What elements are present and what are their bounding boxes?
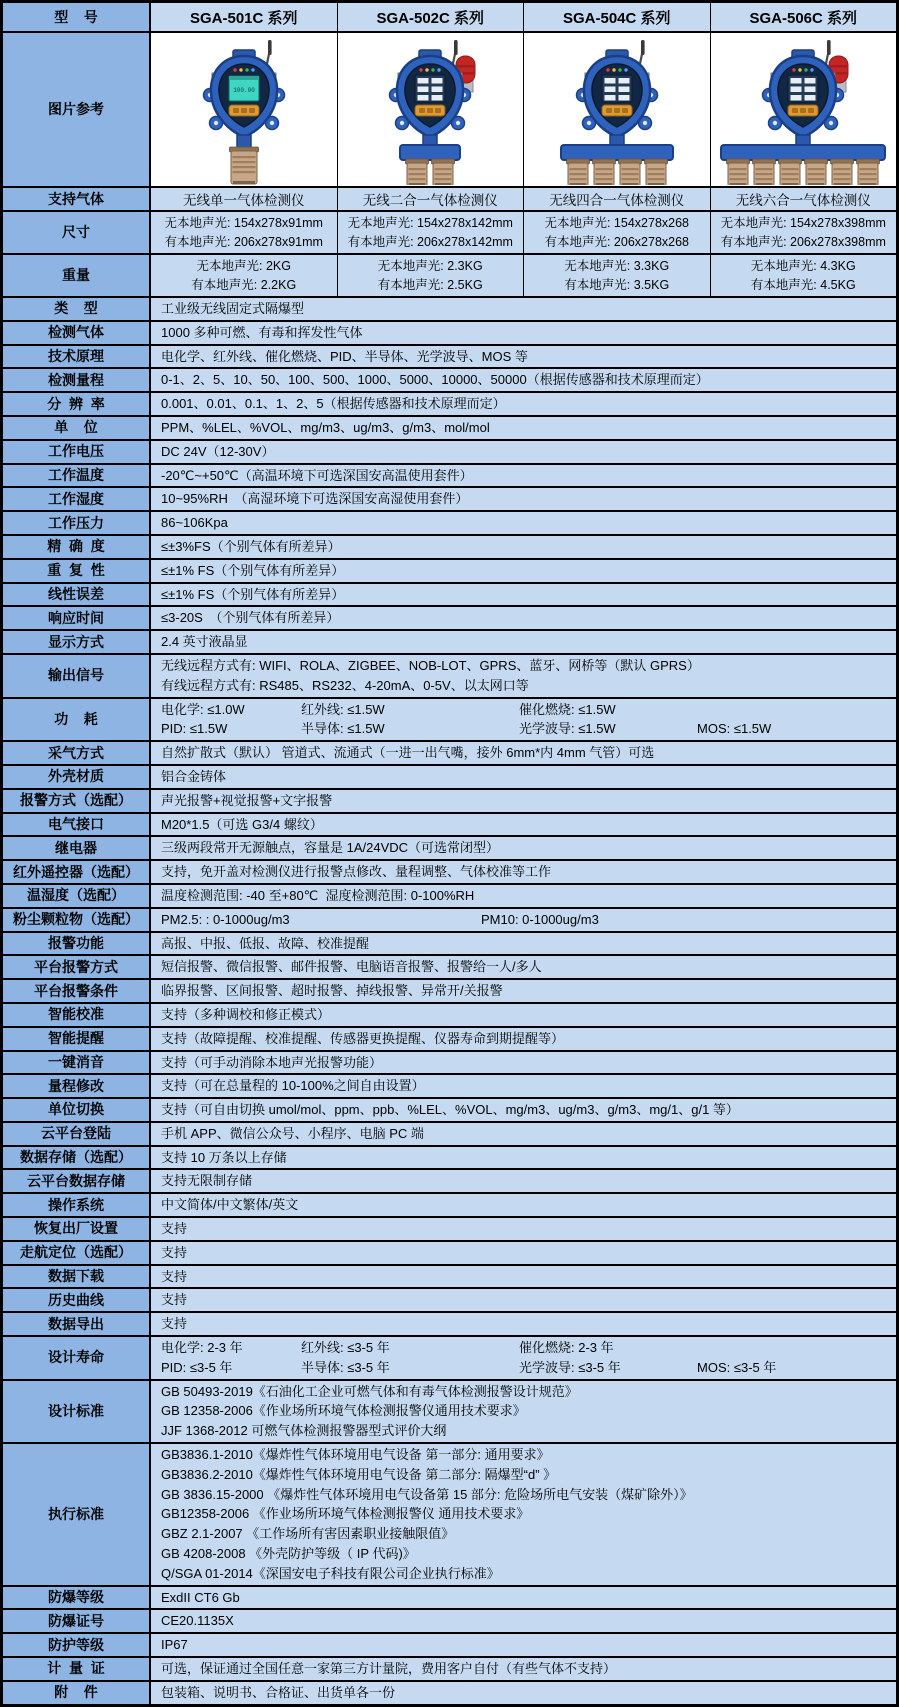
size-line: 有本地声光: 206x278x142mm bbox=[347, 234, 513, 249]
weight-line: 无本地声光: 3.3KG bbox=[564, 258, 670, 273]
spec-row-value bbox=[151, 298, 896, 320]
spec-value-line: ≤±1% FS（个别气体有所差异） bbox=[161, 562, 345, 578]
spec-value-line bbox=[161, 700, 886, 720]
spec-row bbox=[3, 837, 896, 861]
spec-row bbox=[3, 488, 896, 512]
spec-row bbox=[3, 909, 896, 933]
spec-row-value bbox=[151, 1634, 896, 1656]
spec-row bbox=[3, 1634, 896, 1658]
model-name-sga-501c: SGA-501C 系列 bbox=[151, 3, 338, 31]
product-image-row bbox=[3, 33, 896, 188]
spec-row bbox=[3, 1218, 896, 1242]
spec-value-line: 支持 bbox=[161, 1292, 188, 1308]
spec-value-line bbox=[161, 1338, 886, 1358]
spec-value-line: GB 3836.15-2000 《爆炸性气体环境用电气设备第 15 部分: 危险场所电气安装（煤矿除外）》 bbox=[161, 1486, 693, 1502]
model-name-sga-504c: SGA-504C 系列 bbox=[524, 3, 711, 31]
spec-row-label: 单位切换 bbox=[3, 1099, 151, 1121]
spec-row bbox=[3, 933, 896, 957]
weight-row bbox=[3, 255, 896, 298]
spec-row-label: 继电器 bbox=[3, 837, 151, 859]
spec-row-label: 走航定位（选配） bbox=[3, 1242, 151, 1264]
spec-row-value bbox=[151, 1052, 896, 1074]
spec-row bbox=[3, 742, 896, 766]
spec-row-value bbox=[151, 1266, 896, 1288]
spec-value-line: 有线远程方式有: RS485、RS232、4-20mA、0-5V、以太网口等 bbox=[161, 677, 529, 693]
spec-value-line: 温度检测范围: -40 至+80℃ 湿度检测范围: 0-100%RH bbox=[161, 887, 475, 903]
spec-row-value bbox=[151, 956, 896, 978]
gas-type-cell: 无线四合一气体检测仪 bbox=[524, 188, 711, 210]
spec-value-line: 支持 10 万条以上存储 bbox=[161, 1149, 287, 1165]
spec-row-label: 一键消音 bbox=[3, 1052, 151, 1074]
spec-row bbox=[3, 560, 896, 584]
spec-row-value bbox=[151, 441, 896, 463]
spec-value-line: ExdII CT6 Gb bbox=[161, 1589, 240, 1605]
weight-line: 有本地声光: 2.5KG bbox=[377, 277, 483, 292]
spec-row-label: 防爆等级 bbox=[3, 1587, 151, 1609]
spec-value-line: 支持 bbox=[161, 1244, 188, 1260]
spec-row-value bbox=[151, 1313, 896, 1335]
spec-row-label: 温湿度（选配） bbox=[3, 885, 151, 907]
spec-row-value bbox=[151, 322, 896, 344]
spec-row bbox=[3, 512, 896, 536]
spec-value-line: ≤±3%FS（个别气体有所差异） bbox=[161, 538, 341, 554]
spec-row-value bbox=[151, 814, 896, 836]
spec-value-line: ≤±1% FS（个别气体有所差异） bbox=[161, 586, 345, 602]
spec-row-value bbox=[151, 1658, 896, 1680]
spec-value-line: GB 12358-2006《作业场所环境气体检测报警仪通用技术要求》 bbox=[161, 1403, 526, 1419]
size-line: 无本地声光: 154x278x142mm bbox=[347, 215, 513, 230]
spec-row bbox=[3, 699, 896, 743]
weight-line: 有本地声光: 2.2KG bbox=[191, 277, 297, 292]
size-row bbox=[3, 212, 896, 255]
spec-value-line: CE20.1135X bbox=[161, 1613, 234, 1629]
spec-value-line: 电化学、红外线、催化燃烧、PID、半导体、光学波导、MOS 等 bbox=[161, 348, 528, 364]
spec-row-label: 数据下载 bbox=[3, 1266, 151, 1288]
spec-row-value bbox=[151, 837, 896, 859]
size-line: 有本地声光: 206x278x398mm bbox=[720, 234, 886, 249]
spec-value-line: DC 24V（12-30V） bbox=[161, 443, 275, 459]
spec-row-value bbox=[151, 766, 896, 788]
spec-value-line: 包装箱、说明书、合格证、出货单各一份 bbox=[161, 1684, 396, 1700]
spec-value-line: 支持（可手动消除本地声光报警功能） bbox=[161, 1054, 383, 1070]
weight-line: 有本地声光: 3.5KG bbox=[564, 277, 670, 292]
spec-row-value bbox=[151, 790, 896, 812]
spec-row bbox=[3, 1052, 896, 1076]
spec-row-value bbox=[151, 1028, 896, 1050]
spec-row-label: 操作系统 bbox=[3, 1194, 151, 1216]
gas-detector-illustration bbox=[150, 35, 338, 185]
spec-row-value bbox=[151, 1123, 896, 1145]
spec-value-line: GB3836.1-2010《爆炸性气体环境用电气设备 第一部分: 通用要求》 bbox=[161, 1447, 550, 1463]
product-image-sga-502c bbox=[338, 33, 525, 186]
size-cell bbox=[524, 212, 711, 253]
spec-row bbox=[3, 631, 896, 655]
spec-row-label: 云平台数据存储 bbox=[3, 1170, 151, 1192]
image-row-label: 图片参考 bbox=[3, 33, 151, 186]
spec-row bbox=[3, 1170, 896, 1194]
spec-row-value bbox=[151, 465, 896, 487]
spec-row bbox=[3, 1242, 896, 1266]
spec-value-line: 0-1、2、5、10、50、100、500、1000、5000、10000、50000（根据传感器和技术原理而定） bbox=[161, 372, 709, 388]
spec-row-label: 智能提醒 bbox=[3, 1028, 151, 1050]
spec-row-label: 计 量 证 bbox=[3, 1658, 151, 1680]
model-header-label: 型 号 bbox=[3, 3, 151, 31]
spec-value-segment: 催化燃烧: 2-3 年 bbox=[519, 1340, 614, 1356]
spec-value-segment: MOS: ≤1.5W bbox=[697, 721, 772, 737]
spec-value-line: ≤3-20S （个别气体有所差异） bbox=[161, 610, 340, 626]
spec-row-value bbox=[151, 393, 896, 415]
size-cell bbox=[338, 212, 525, 253]
spec-row-label: 恢复出厂设置 bbox=[3, 1218, 151, 1240]
spec-row-label: 功 耗 bbox=[3, 699, 151, 741]
spec-row-value bbox=[151, 1004, 896, 1026]
spec-row-label: 平台报警条件 bbox=[3, 980, 151, 1002]
spec-value-line: 自然扩散式（默认） 管道式、流通式（一进一出气嘴，接外 6mm*内 4mm 气管）可选 bbox=[161, 745, 655, 761]
size-line: 无本地声光: 154x278x91mm bbox=[164, 215, 323, 230]
spec-row-label: 执行标准 bbox=[3, 1444, 151, 1585]
product-image-sga-506c bbox=[711, 33, 897, 186]
spec-row bbox=[3, 1194, 896, 1218]
spec-row-value bbox=[151, 1242, 896, 1264]
spec-value-segment: 半导体: ≤3-5 年 bbox=[301, 1359, 390, 1375]
spec-row bbox=[3, 1075, 896, 1099]
spec-value-line: 中文简体/中文繁体/英文 bbox=[161, 1197, 299, 1213]
spec-row bbox=[3, 655, 896, 699]
spec-row-label: 防护等级 bbox=[3, 1634, 151, 1656]
spec-row-value bbox=[151, 512, 896, 534]
spec-row bbox=[3, 1610, 896, 1634]
spec-value-segment: 电化学: ≤1.0W bbox=[161, 701, 245, 717]
spec-value-line: 支持无限制存储 bbox=[161, 1173, 253, 1189]
spec-value-line: 支持（可自由切换 umol/mol、ppm、ppb、%LEL、%VOL、mg/m3、ug/m3、g/m3、mg/1、g/1 等） bbox=[161, 1102, 739, 1118]
spec-row bbox=[3, 1682, 896, 1704]
spec-row-label: 报警功能 bbox=[3, 933, 151, 955]
spec-value-line: 铝合金铸体 bbox=[161, 768, 227, 784]
spec-value-segment: 红外线: ≤3-5 年 bbox=[301, 1340, 390, 1356]
weight-line: 无本地声光: 2.3KG bbox=[377, 258, 483, 273]
weight-cell bbox=[524, 255, 711, 296]
model-name-sga-506c: SGA-506C 系列 bbox=[711, 3, 897, 31]
spec-value-line: 2.4 英寸液晶显 bbox=[161, 634, 248, 650]
spec-value-line: 10~95%RH （高湿环境下可选深国安高湿使用套件） bbox=[161, 491, 469, 507]
spec-value-line: 可选，保证通过全国任意一家第三方计量院，费用客户自付（有些气体不支持） bbox=[161, 1661, 617, 1677]
spec-row-label: 检测气体 bbox=[3, 322, 151, 344]
spec-value-segment: MOS: ≤3-5 年 bbox=[697, 1359, 777, 1375]
spec-row-label: 平台报警方式 bbox=[3, 956, 151, 978]
spec-row-value bbox=[151, 933, 896, 955]
size-cell bbox=[711, 212, 897, 253]
spec-row-value bbox=[151, 1075, 896, 1097]
spec-row bbox=[3, 1313, 896, 1337]
spec-row-value bbox=[151, 1099, 896, 1121]
spec-value-segment: PM10: 0-1000ug/m3 bbox=[481, 911, 599, 927]
spec-row-label: 设计标准 bbox=[3, 1381, 151, 1442]
spec-row bbox=[3, 1266, 896, 1290]
spec-row-value bbox=[151, 980, 896, 1002]
spec-row-value bbox=[151, 909, 896, 931]
spec-row-value bbox=[151, 1337, 896, 1379]
spec-row bbox=[3, 346, 896, 370]
spec-row-value bbox=[151, 1381, 896, 1442]
spec-row bbox=[3, 814, 896, 838]
spec-value-line: 高报、中报、低报、故障、校准提醒 bbox=[161, 935, 370, 951]
supported-gas-row bbox=[3, 188, 896, 212]
spec-value-line: GB 4208-2008 《外壳防护等级（ IP 代码)》 bbox=[161, 1546, 416, 1562]
spec-row-label: 类 型 bbox=[3, 298, 151, 320]
spec-row bbox=[3, 584, 896, 608]
spec-row-value bbox=[151, 699, 896, 741]
spec-row bbox=[3, 1147, 896, 1171]
spec-value-line: 手机 APP、微信公众号、小程序、电脑 PC 端 bbox=[161, 1125, 424, 1141]
spec-row bbox=[3, 1028, 896, 1052]
weight-line: 无本地声光: 4.3KG bbox=[750, 258, 856, 273]
spec-row bbox=[3, 417, 896, 441]
spec-value-line: 工业级无线固定式隔爆型 bbox=[161, 301, 305, 316]
spec-row bbox=[3, 1444, 896, 1587]
spec-row-label: 检测量程 bbox=[3, 369, 151, 391]
spec-row-label: 附 件 bbox=[3, 1682, 151, 1704]
spec-row bbox=[3, 465, 896, 489]
spec-row bbox=[3, 1289, 896, 1313]
weight-cell bbox=[151, 255, 338, 296]
spec-row-label: 采气方式 bbox=[3, 742, 151, 764]
spec-row-label: 红外遥控器（选配） bbox=[3, 861, 151, 883]
spec-value-line: GB3836.2-2010《爆炸性气体环境用电气设备 第二部分: 隔爆型“d” 》 bbox=[161, 1466, 557, 1482]
spec-row-value bbox=[151, 369, 896, 391]
spec-row-label: 线性误差 bbox=[3, 584, 151, 606]
size-line: 有本地声光: 206x278x268 bbox=[544, 234, 689, 249]
spec-row-label: 历史曲线 bbox=[3, 1289, 151, 1311]
spec-value-line: 临界报警、区间报警、超时报警、掉线报警、异常开/关报警 bbox=[161, 983, 503, 999]
spec-value-line: -20℃~+50℃（高温环境下可选深国安高温使用套件） bbox=[161, 467, 473, 483]
spec-row-value bbox=[151, 631, 896, 653]
spec-value-line: 三级两段常开无源触点，容量是 1A/24VDC（可选常闭型） bbox=[161, 840, 500, 856]
spec-row-label: 防爆证号 bbox=[3, 1610, 151, 1632]
spec-value-segment: 半导体: ≤1.5W bbox=[301, 721, 385, 737]
spec-row-value bbox=[151, 742, 896, 764]
spec-row-label: 技术原理 bbox=[3, 346, 151, 368]
spec-value-line bbox=[161, 719, 886, 739]
spec-row bbox=[3, 298, 896, 322]
weight-row-label: 重量 bbox=[3, 255, 151, 296]
weight-line: 无本地声光: 2KG bbox=[196, 258, 291, 273]
product-image-sga-504c bbox=[524, 33, 711, 186]
spec-value-line: 支持（多种调校和修正模式） bbox=[161, 1006, 331, 1022]
size-line: 有本地声光: 206x278x91mm bbox=[164, 234, 323, 249]
gas-detector-illustration bbox=[709, 35, 896, 185]
spec-row bbox=[3, 1337, 896, 1381]
spec-row-value bbox=[151, 607, 896, 629]
spec-row-value bbox=[151, 488, 896, 510]
spec-row bbox=[3, 369, 896, 393]
size-cell bbox=[151, 212, 338, 253]
spec-value-segment: 光学波导: ≤1.5W bbox=[519, 721, 616, 737]
spec-row bbox=[3, 1099, 896, 1123]
spec-value-line bbox=[161, 1358, 886, 1378]
gas-type-cell: 无线二合一气体检测仪 bbox=[338, 188, 525, 210]
spec-row-value bbox=[151, 1170, 896, 1192]
spec-value-line: 支持（故障提醒、校准提醒、传感器更换提醒、仪器寿命到期提醒等） bbox=[161, 1030, 565, 1046]
spec-row bbox=[3, 861, 896, 885]
spec-row bbox=[3, 441, 896, 465]
spec-row bbox=[3, 766, 896, 790]
spec-row bbox=[3, 322, 896, 346]
spec-row bbox=[3, 1004, 896, 1028]
product-image-sga-501c bbox=[151, 33, 338, 186]
spec-row bbox=[3, 956, 896, 980]
spec-value-line: Q/SGA 01-2014《深国安电子科技有限公司企业执行标准》 bbox=[161, 1565, 500, 1581]
spec-row-value bbox=[151, 1587, 896, 1609]
spec-row-label: 粉尘颗粒物（选配） bbox=[3, 909, 151, 931]
spec-value-segment: PID: ≤1.5W bbox=[161, 721, 228, 737]
spec-row-label: 精 确 度 bbox=[3, 536, 151, 558]
spec-row-label: 量程修改 bbox=[3, 1075, 151, 1097]
spec-row-label: 工作电压 bbox=[3, 441, 151, 463]
spec-row-value bbox=[151, 584, 896, 606]
spec-row-value bbox=[151, 1682, 896, 1704]
spec-row-label: 工作温度 bbox=[3, 465, 151, 487]
spec-value-line: PPM、%LEL、%VOL、mg/m3、ug/m3、g/m3、mol/mol bbox=[161, 419, 490, 435]
spec-row-label: 数据存储（选配） bbox=[3, 1147, 151, 1169]
gas-detector-illustration bbox=[336, 35, 524, 185]
spec-row-label: 响应时间 bbox=[3, 607, 151, 629]
spec-value-line bbox=[161, 910, 886, 930]
spec-row-value bbox=[151, 560, 896, 582]
spec-value-line: 1000 多种可燃、有毒和挥发性气体 bbox=[161, 324, 363, 340]
size-row-label: 尺寸 bbox=[3, 212, 151, 253]
spec-value-line: 支持 bbox=[161, 1316, 188, 1332]
gas-type-cell: 无线六合一气体检测仪 bbox=[735, 193, 871, 208]
spec-row bbox=[3, 1123, 896, 1147]
spec-row bbox=[3, 1587, 896, 1611]
spec-row-value bbox=[151, 1147, 896, 1169]
spec-row-value bbox=[151, 655, 896, 697]
weight-cell bbox=[338, 255, 525, 296]
spec-row-value bbox=[151, 1218, 896, 1240]
spec-value-line: 无线远程方式有: WIFI、ROLA、ZIGBEE、NOB-LOT、GPRS、蓝牙、网桥等（默认 GPRS） bbox=[161, 657, 700, 673]
spec-value-line: GBZ 2.1-2007 《工作场所有害因素职业接触限值》 bbox=[161, 1526, 455, 1542]
spec-row-value bbox=[151, 861, 896, 883]
spec-row bbox=[3, 607, 896, 631]
spec-row-label: 显示方式 bbox=[3, 631, 151, 653]
spec-value-segment: 催化燃烧: ≤1.5W bbox=[519, 701, 616, 717]
spec-value-segment: PM2.5: : 0-1000ug/m3 bbox=[161, 911, 290, 927]
gas-type-cell: 无线单一气体检测仪 bbox=[151, 188, 338, 210]
spec-row-value bbox=[151, 1444, 896, 1585]
weight-cell bbox=[711, 255, 897, 296]
spec-value-line: 支持 bbox=[161, 1268, 188, 1284]
spec-row-value bbox=[151, 1610, 896, 1632]
spec-row bbox=[3, 790, 896, 814]
spec-value-segment: PID: ≤3-5 年 bbox=[161, 1359, 233, 1375]
model-name-sga-502c: SGA-502C 系列 bbox=[338, 3, 525, 31]
spec-row bbox=[3, 1658, 896, 1682]
spec-row-value bbox=[151, 417, 896, 439]
weight-line: 有本地声光: 4.5KG bbox=[750, 277, 856, 292]
spec-row-label: 电气接口 bbox=[3, 814, 151, 836]
size-line: 无本地声光: 154x278x398mm bbox=[720, 215, 886, 230]
spec-row-label: 工作湿度 bbox=[3, 488, 151, 510]
spec-value-line: 支持，免开盖对检测仪进行报警点修改、量程调整、气体校准等工作 bbox=[161, 864, 552, 880]
spec-value-segment: 红外线: ≤1.5W bbox=[301, 701, 385, 717]
spec-row-label: 数据导出 bbox=[3, 1313, 151, 1335]
spec-rows-container bbox=[3, 298, 896, 1704]
spec-value-segment: 电化学: 2-3 年 bbox=[161, 1340, 243, 1356]
spec-value-line: 短信报警、微信报警、邮件报警、电脑语音报警、报警给一人/多人 bbox=[161, 959, 542, 975]
spec-row-value bbox=[151, 346, 896, 368]
spec-row-value bbox=[151, 885, 896, 907]
spec-value-line: 支持 bbox=[161, 1221, 188, 1237]
spec-row-value bbox=[151, 1289, 896, 1311]
spec-row-label: 报警方式（选配） bbox=[3, 790, 151, 812]
spec-row-value bbox=[151, 1194, 896, 1216]
gas-detector-illustration bbox=[523, 35, 711, 185]
spec-value-line: 0.001、0.01、0.1、1、2、5（根据传感器和技术原理而定） bbox=[161, 396, 506, 412]
spec-value-line: IP67 bbox=[161, 1637, 188, 1653]
size-line: 无本地声光: 154x278x268 bbox=[544, 215, 689, 230]
spec-value-line: M20*1.5（可选 G3/4 螺纹） bbox=[161, 816, 323, 832]
model-header-row bbox=[3, 3, 896, 33]
spec-row bbox=[3, 393, 896, 417]
spec-row bbox=[3, 885, 896, 909]
spec-value-line: JJF 1368-2012 可燃气体检测报警器型式评价大纲 bbox=[161, 1423, 447, 1439]
spec-row bbox=[3, 536, 896, 560]
spec-row-label: 单 位 bbox=[3, 417, 151, 439]
spec-row-label: 云平台登陆 bbox=[3, 1123, 151, 1145]
spec-value-line: GB 50493-2019《石油化工企业可燃气体和有毒气体检测报警设计规范》 bbox=[161, 1383, 578, 1399]
spec-row-label: 重 复 性 bbox=[3, 560, 151, 582]
spec-value-line: 86~106Kpa bbox=[161, 515, 228, 531]
spec-row-label: 工作压力 bbox=[3, 512, 151, 534]
spec-row-value bbox=[151, 536, 896, 558]
svg-text:100.00: 100.00 bbox=[232, 86, 255, 94]
spec-row-label: 外壳材质 bbox=[3, 766, 151, 788]
gas-row-label: 支持气体 bbox=[3, 188, 151, 210]
spec-value-line: GB12358-2006 《作业场所环境气体检测报警仪 通用技术要求》 bbox=[161, 1506, 530, 1522]
spec-row-label: 分 辨 率 bbox=[3, 393, 151, 415]
spec-value-line: 支持（可在总量程的 10-100%之间自由设置） bbox=[161, 1078, 425, 1094]
spec-value-line: 声光报警+视觉报警+文字报警 bbox=[161, 792, 333, 808]
spec-row bbox=[3, 980, 896, 1004]
spec-row-label: 设计寿命 bbox=[3, 1337, 151, 1379]
spec-row-label: 输出信号 bbox=[3, 655, 151, 697]
spec-row bbox=[3, 1381, 896, 1444]
spec-row-label: 智能校准 bbox=[3, 1004, 151, 1026]
spec-value-segment: 光学波导: ≤3-5 年 bbox=[519, 1359, 621, 1375]
